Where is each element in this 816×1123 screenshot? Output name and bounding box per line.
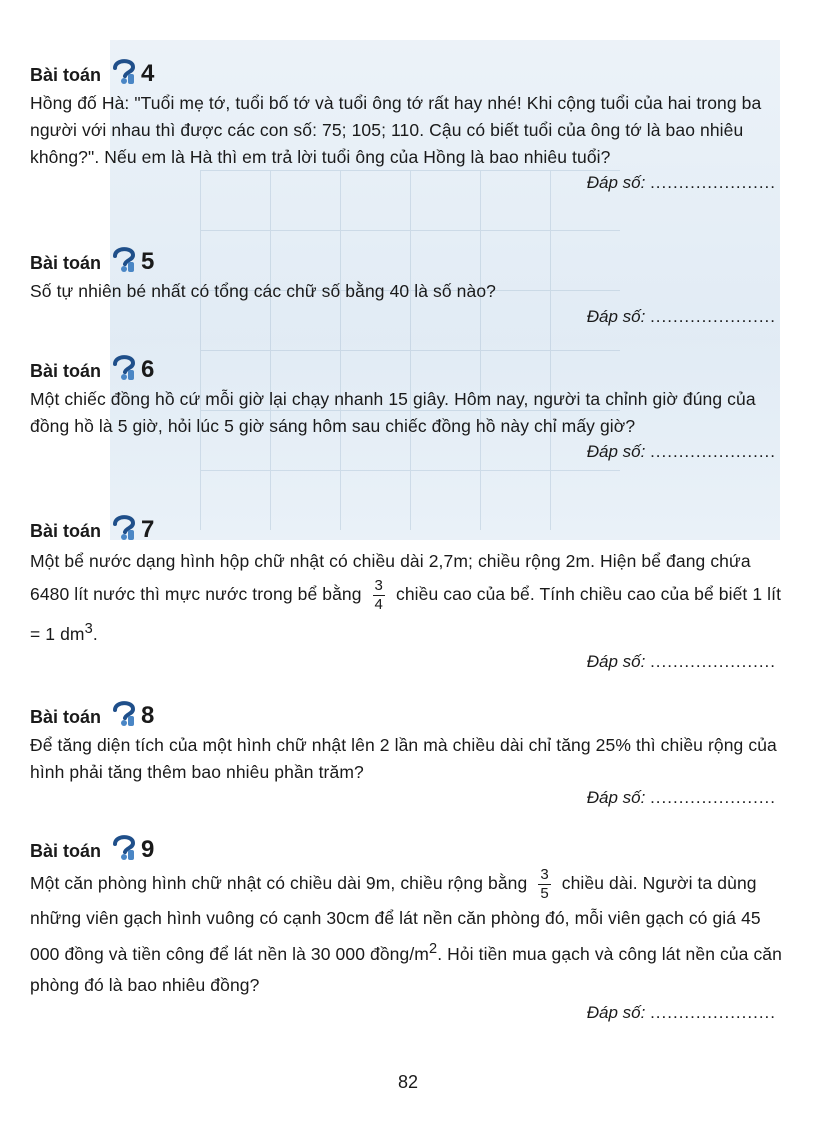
problem-heading [30,828,790,862]
problem-5 [30,240,790,327]
problem-number: 6 [141,356,155,383]
answer-blank[interactable]: ...................... [650,173,776,192]
problem-text-part: chiều cao của bể. Tính chiều cao của bể biết 1 lít = 1 dm [30,584,782,644]
problem-4 [30,52,790,193]
problem-text [30,546,790,650]
answer-line [30,307,790,327]
fraction-denominator: 5 [540,885,549,902]
question-mark-figure-icon [109,698,139,728]
answer-label: Đáp số: [586,1002,646,1022]
problem-label: Bài toán [30,361,102,381]
answer-line [30,788,790,808]
superscript: 2 [428,941,438,957]
problem-text: Hồng đố Hà: "Tuổi mẹ tớ, tuổi bố tớ và tuổi ông tớ rất hay nhé! Khi cộng tuổi của hai trong ba người với nhau thì được các con số: 75; 105; 110. Cậu có biết tuổi của ông tớ là bao nhiêu không?". Nếu em là Hà thì em trả lời tuổi ông của Hồng là bao nhiêu tuổi? [30,93,762,167]
problem-text-part: . Hỏi tiền mua gạch và công lát nền của căn phòng đó là bao nhiêu đồng? [30,943,782,995]
page-number: 82 [397,1072,419,1092]
answer-line [30,173,790,193]
problem-text-part: Một bể nước dạng hình hộp chữ nhật có chiều dài 2,7m; chiều rộng 2m. Hiện bể đang chứa 6480 lít nước thì mực nước trong bể bằng [30,551,751,605]
answer-line [30,442,790,462]
answer-label: Đáp số: [586,788,646,807]
problem-text: Để tăng diện tích của một hình chữ nhật lên 2 lần mà chiều dài chỉ tăng 25% thì chiều rộng của hình phải tăng thêm bao nhiêu phần trăm? [30,735,777,782]
superscript: 3 [84,621,93,637]
problem-6 [30,348,790,462]
problem-text: Một chiếc đồng hồ cứ mỗi giờ lại chạy nhanh 15 giây. Hôm nay, người ta chỉnh giờ đúng của đồng hồ là 5 giờ, hỏi lúc 5 giờ sáng hôm sau chiếc đồng hồ này chỉ mấy giờ? [30,389,756,436]
problem-text [30,866,790,1001]
question-mark-figure-icon [109,512,139,542]
answer-blank[interactable]: ...................... [650,788,776,807]
answer-blank[interactable]: ...................... [650,442,776,461]
problem-label: Bài toán [30,841,102,861]
problem-text-part: Một căn phòng hình chữ nhật có chiều dài 9m, chiều rộng bằng [30,873,528,894]
problem-9 [30,828,790,1023]
answer-line [30,1003,790,1023]
answer-label: Đáp số: [586,173,646,192]
answer-blank[interactable]: ...................... [650,651,776,671]
problem-number: 4 [141,60,155,87]
problem-heading [30,240,790,274]
problem-8 [30,694,790,808]
problem-label: Bài toán [30,65,102,85]
fraction [373,577,385,614]
fraction-numerator: 3 [540,866,549,883]
problem-number: 8 [141,702,155,729]
problem-text-part: chiều dài. Người ta dùng những viên gạch hình vuông có cạnh 30cm để lát nền căn phòng đó, mỗi viên gạch có giá 45 000 đồng và tiền công để lát nền là 30 000 đồng/m [30,873,761,964]
question-mark-figure-icon [109,832,139,862]
answer-label: Đáp số: [586,651,646,671]
answer-line [30,652,790,672]
problem-heading [30,508,790,542]
problem-heading [30,52,790,86]
question-mark-figure-icon [109,244,139,274]
answer-blank[interactable]: ...................... [650,1002,776,1022]
problem-number: 9 [141,836,155,863]
problem-text-part: . [92,623,98,644]
fraction [538,866,550,903]
problem-label: Bài toán [30,707,102,727]
problem-heading [30,348,790,382]
problem-text: Số tự nhiên bé nhất có tổng các chữ số bằng 40 là số nào? [30,281,496,301]
problem-heading [30,694,790,728]
question-mark-figure-icon [109,352,139,382]
problem-7 [30,508,790,672]
problem-number: 5 [141,248,155,275]
problem-label: Bài toán [30,253,102,273]
problem-label: Bài toán [30,521,102,541]
fraction-numerator: 3 [374,577,383,594]
answer-label: Đáp số: [586,307,646,326]
question-mark-figure-icon [109,56,139,86]
problem-number: 7 [141,516,155,543]
fraction-denominator: 4 [374,596,383,613]
answer-label: Đáp số: [586,442,646,461]
answer-blank[interactable]: ...................... [650,307,776,326]
